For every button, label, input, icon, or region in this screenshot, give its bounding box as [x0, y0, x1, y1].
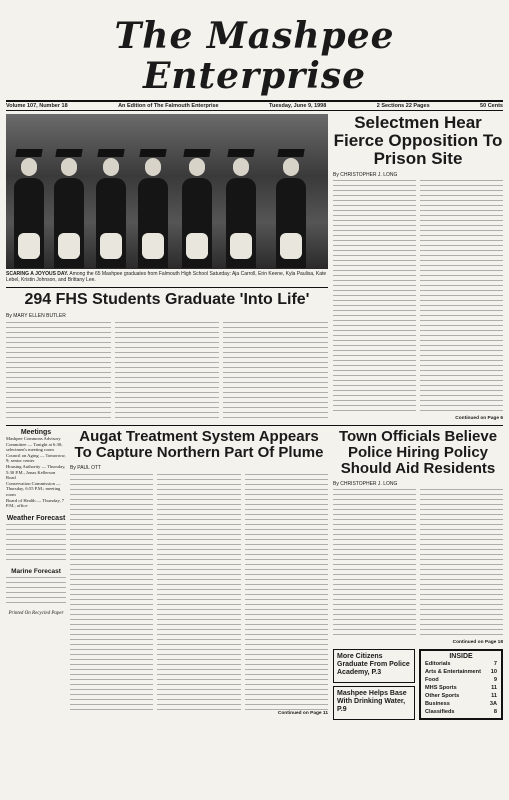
main-headline: 294 FHS Students Graduate 'Into Life'	[6, 287, 328, 309]
weather-body	[6, 524, 66, 562]
inside-item[interactable]: MHS Sports 11	[425, 685, 497, 691]
section-count: 2 Sections 22 Pages	[376, 103, 430, 109]
selectmen-continued: Continued on Page 6	[455, 416, 503, 421]
inside-item[interactable]: Editorials 7	[425, 661, 497, 667]
inside-item[interactable]: Arts & Entertainment 10	[425, 669, 497, 675]
meetings-list	[6, 436, 66, 509]
volume-number: Volume 107, Number 18	[6, 103, 68, 109]
augat-body	[70, 474, 328, 710]
meeting-item: Board of Health — Thursday, 7 P.M.; office	[6, 497, 65, 509]
main-story-body	[6, 322, 328, 422]
edition-note: An Edition of The Falmouth Enterprise	[118, 103, 219, 109]
promo-drinking-water[interactable]: Mashpee Helps Base With Drinking Water, P.9	[333, 686, 415, 720]
meeting-item: Council on Aging — Tomorrow, 9; senior center	[6, 452, 66, 464]
town-headline: Town Officials Believe Police Hiring Policy Should Aid Residents	[338, 428, 498, 477]
augat-byline: By PAUL OTT	[70, 465, 102, 471]
graduates-photo	[6, 114, 328, 269]
issue-date: Tuesday, June 9, 1998	[269, 103, 327, 109]
augat-continued: Continued on Page 11	[277, 711, 328, 716]
inside-item[interactable]: Food 9	[425, 677, 497, 683]
caption-lead: SCARING A JOYOUS DAY.	[6, 271, 69, 277]
caption-text: Among the 65 Mashpee graduates from Falmouth High School Saturday: Aja Carroll, Erin Keene, Kyla Paulisa, Kate Lebel, Kristin Johnson, and Brittany Lee.	[6, 271, 327, 283]
meeting-item: Mashpee Commons Advisory Committee — Tonight at 6:30; selectmen's meeting room	[6, 436, 63, 453]
town-body	[333, 489, 503, 639]
meetings-heading: Meetings	[20, 429, 52, 436]
main-byline: By MARY ELLEN BUTLER	[6, 313, 66, 319]
town-continued: Continued on Page 18	[452, 640, 503, 645]
promo-police-academy[interactable]: More Citizens Graduate From Police Academy, P.3	[333, 649, 415, 683]
inside-index	[419, 649, 503, 720]
selectmen-body	[333, 180, 503, 415]
photo-caption	[6, 271, 328, 283]
selectmen-byline: By CHRISTOPHER J. LONG	[333, 172, 398, 178]
marine-body	[6, 577, 66, 607]
weather-heading: Weather Forecast	[6, 514, 66, 522]
recycled-note: Printed On Recycled Paper	[8, 610, 64, 616]
town-byline: By CHRISTOPHER J. LONG	[333, 481, 398, 487]
inside-item[interactable]: Classifieds 8	[425, 709, 497, 715]
marine-heading: Marine Forecast	[11, 567, 61, 575]
dateline-bar	[6, 100, 503, 111]
masthead-title: The Mashpee Enterprise	[114, 15, 395, 97]
augat-headline: Augat Treatment System Appears To Capture Northern Part Of Plume	[74, 428, 324, 461]
meeting-item: Conservation Commission — Thursday, 6:55 P.M.; meeting room	[6, 480, 61, 497]
inside-item[interactable]: Other Sports 11	[425, 693, 497, 699]
price: 50 Cents	[480, 103, 503, 109]
inside-heading: INSIDE	[449, 653, 473, 660]
meeting-item: Housing Authority — Thursday, 5:30 P.M., Jonas Kellerson Road	[6, 463, 66, 481]
newspaper-front-page	[6, 6, 503, 794]
selectmen-headline: Selectmen Hear Fierce Opposition To Prison Site	[333, 113, 503, 168]
inside-item[interactable]: Business 3A	[425, 701, 497, 707]
